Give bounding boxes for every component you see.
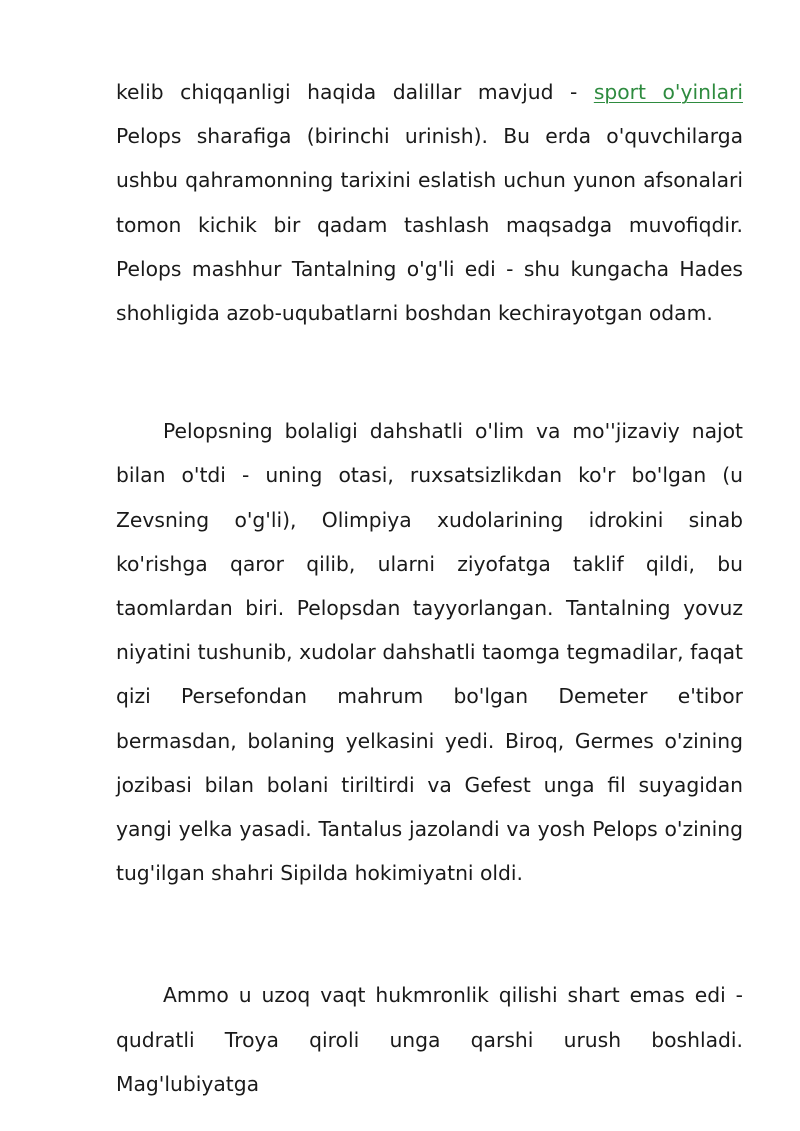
paragraph-spacer <box>116 895 743 973</box>
paragraph-2: Pelopsning bolaligi dahshatli o'lim va mo''jizaviy najot bilan o'tdi - uning otasi, ruxsatsizlikdan ko'r bo'lgan (u Zevsning o'g'li), Olimpiya xudolarining idrokini sinab ko'rishga qaror qilib, ularni ziyofatga taklif qildi, bu taomlardan biri. Pelopsdan tayyorlangan. Tantalning yovuz niyatini tushunib, xudolar dahshatli taomga tegmadilar, faqat qizi Persefondan mahrum bo'lgan Demeter e'tibor bermasdan, bolaning yelkasini yedi. Biroq, Germes o'zining jozibasi bilan bolani tiriltirdi va Gefest unga fil suyagidan yangi yelka yasadi. Tantalus jazolandi va yosh Pelops o'zining tug'ilgan shahri Sipilda hokimiyatni oldi. <box>116 419 743 886</box>
paragraph-1-text-start: kelib chiqqanligi haqida dalillar mavjud - <box>116 80 594 104</box>
document-page <box>116 70 743 1106</box>
paragraph-spacer <box>116 335 743 409</box>
sport-oyinlari-link[interactable]: sport o'yinlari <box>593 80 743 104</box>
paragraph-1 <box>116 70 743 335</box>
paragraph-3: Ammo u uzoq vaqt hukmronlik qilishi shart emas edi - qudratli Troya qiroli unga qarshi urush boshladi. Mag'lubiyatga <box>116 983 743 1096</box>
paragraph-1-text-end: Pelops sharafiga (birinchi urinish). Bu erda o'quvchilarga ushbu qahramonning tarixini eslatish uchun yunon afsonalari tomon kichik bir qadam tashlash maqsadga muvofiqdir. Pelops mashhur Tantalning o'g'li edi - shu kungacha Hades shohligida azob-uqubatlarni boshdan kechirayotgan odam. <box>116 124 743 326</box>
